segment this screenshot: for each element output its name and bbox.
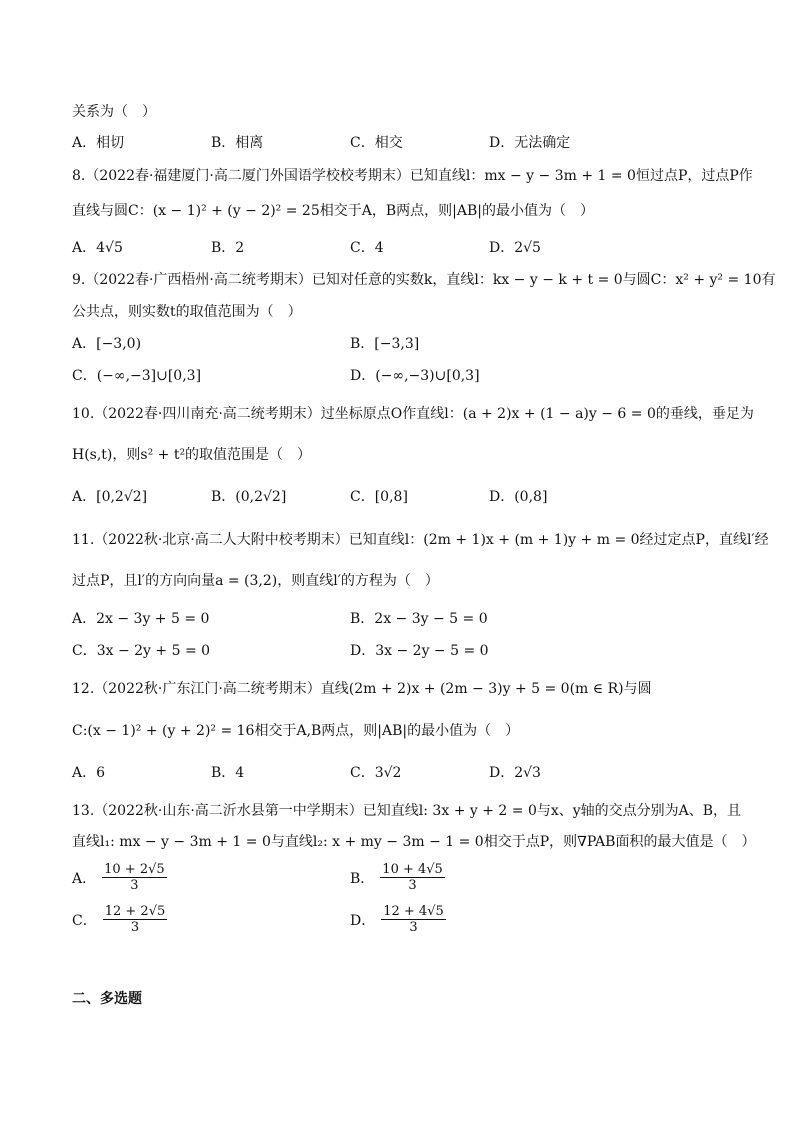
q9-option-d: D．(−∞,−3)∪[0,3] <box>350 368 480 384</box>
q9-option-a: A．[−3,0) <box>72 336 142 352</box>
q9-line-1: 9.（2022春·广西梧州·高二统考期末）已知对任意的实数k，直线l：kx − y − k + t = 0与圆C：x² + y² = 10有 <box>72 272 776 288</box>
q12-option-c: C．3√2 <box>350 765 402 781</box>
q9-line-2: 公共点，则实数t的取值范围为（ ） <box>72 304 302 320</box>
q8-options <box>72 238 752 258</box>
q12-option-b: B．4 <box>211 765 245 781</box>
q12-options <box>72 763 752 783</box>
q8-option-a: A．4√5 <box>72 240 123 256</box>
q11-option-b: B．2x − 3y − 5 = 0 <box>350 611 488 627</box>
q11-option-c: C．3x − 2y + 5 = 0 <box>72 643 211 659</box>
q8-line-2: 直线与圆C：(x − 1)² + (y − 2)² = 25相交于A，B两点，则|AB|的最小值为（ ） <box>72 203 594 219</box>
q13-line-2: 直线l₁: mx − y − 3m + 1 = 0与直线l₂: x + my − 3m − 1 = 0相交于点P，则∇PAB面积的最大值是（ ） <box>72 834 756 850</box>
q13-line-1: 13.（2022秋·山东·高二沂水县第一中学期末）已知直线l: 3x + y + 2 = 0与x、y轴的交点分别为A、B，且 <box>72 803 742 819</box>
q11-option-d: D．3x − 2y − 5 = 0 <box>350 643 489 659</box>
q13-option-b: B． $\frac{10 + 4√5}{3}$ <box>350 862 443 893</box>
q10-option-c: C．[0,8] <box>350 489 408 505</box>
q12-line-1: 12.（2022秋·广东江门·高二统考期末）直线(2m + 2)x + (2m − 3)y + 5 = 0(m ∈ R)与圆 <box>72 681 652 697</box>
q9-options-row-2 <box>72 366 752 386</box>
q10-line-1: 10.（2022春·四川南充·高二统考期末）过坐标原点O作直线l：(a + 2)x + (1 − a)y − 6 = 0的垂线，垂足为 <box>72 406 754 422</box>
q7-option-d: D．无法确定 <box>489 135 571 151</box>
q13-options-row-2 <box>72 902 752 942</box>
q9-option-c: C．(−∞,−3]∪[0,3] <box>72 368 202 384</box>
q9-option-b: B．[−3,3] <box>350 336 420 352</box>
q10-options <box>72 487 752 507</box>
q10-option-d: D．(0,8] <box>489 489 548 505</box>
q8-option-b: B．2 <box>211 240 245 256</box>
q7-tail: 关系为（ ） <box>72 104 156 120</box>
q11-line-1: 11.（2022秋·北京·高二人大附中校考期末）已知直线l：(2m + 1)x + (m + 1)y + m = 0经过定点P，直线l′经 <box>72 532 769 548</box>
q7-option-c: C．相交 <box>350 135 403 151</box>
q7-options <box>72 133 752 153</box>
q8-line-1: 8.（2022春·福建厦门·高二厦门外国语学校校考期末）已知直线l：mx − y − 3m + 1 = 0恒过点P，过点P作 <box>72 168 753 184</box>
q7-option-b: B．相离 <box>211 135 264 151</box>
q10-option-b: B．(0,2√2] <box>211 489 287 505</box>
q10-option-a: A．[0,2√2] <box>72 489 148 505</box>
q8-option-c: C．4 <box>350 240 384 256</box>
section-title: 二、多选题 <box>72 991 142 1007</box>
q7-option-a: A．相切 <box>72 135 125 151</box>
q13-option-c: C． $\frac{12 + 2√5}{3}$ <box>72 904 166 935</box>
q13-options-row-1 <box>72 860 752 900</box>
q11-options-row-1 <box>72 609 752 629</box>
q12-option-a: A．6 <box>72 765 106 781</box>
q12-line-2: C:(x − 1)² + (y + 2)² = 16相交于A,B两点，则|AB|的最小值为（ ） <box>72 723 520 739</box>
q9-options-row-1 <box>72 334 752 354</box>
q11-options-row-2 <box>72 641 752 661</box>
q13-option-a: A． $\frac{10 + 2√5}{3}$ <box>72 862 165 893</box>
q11-line-2: 过点P，且l′的方向向量a = (3,2)，则直线l′的方程为（ ） <box>72 573 439 589</box>
q10-line-2: H(s,t)，则s² + t²的取值范围是（ ） <box>72 447 312 463</box>
q13-option-d: D． $\frac{12 + 4√5}{3}$ <box>350 904 444 935</box>
q8-option-d: D．2√5 <box>489 240 541 256</box>
q11-option-a: A．2x − 3y + 5 = 0 <box>72 611 210 627</box>
q12-option-d: D．2√3 <box>489 765 541 781</box>
